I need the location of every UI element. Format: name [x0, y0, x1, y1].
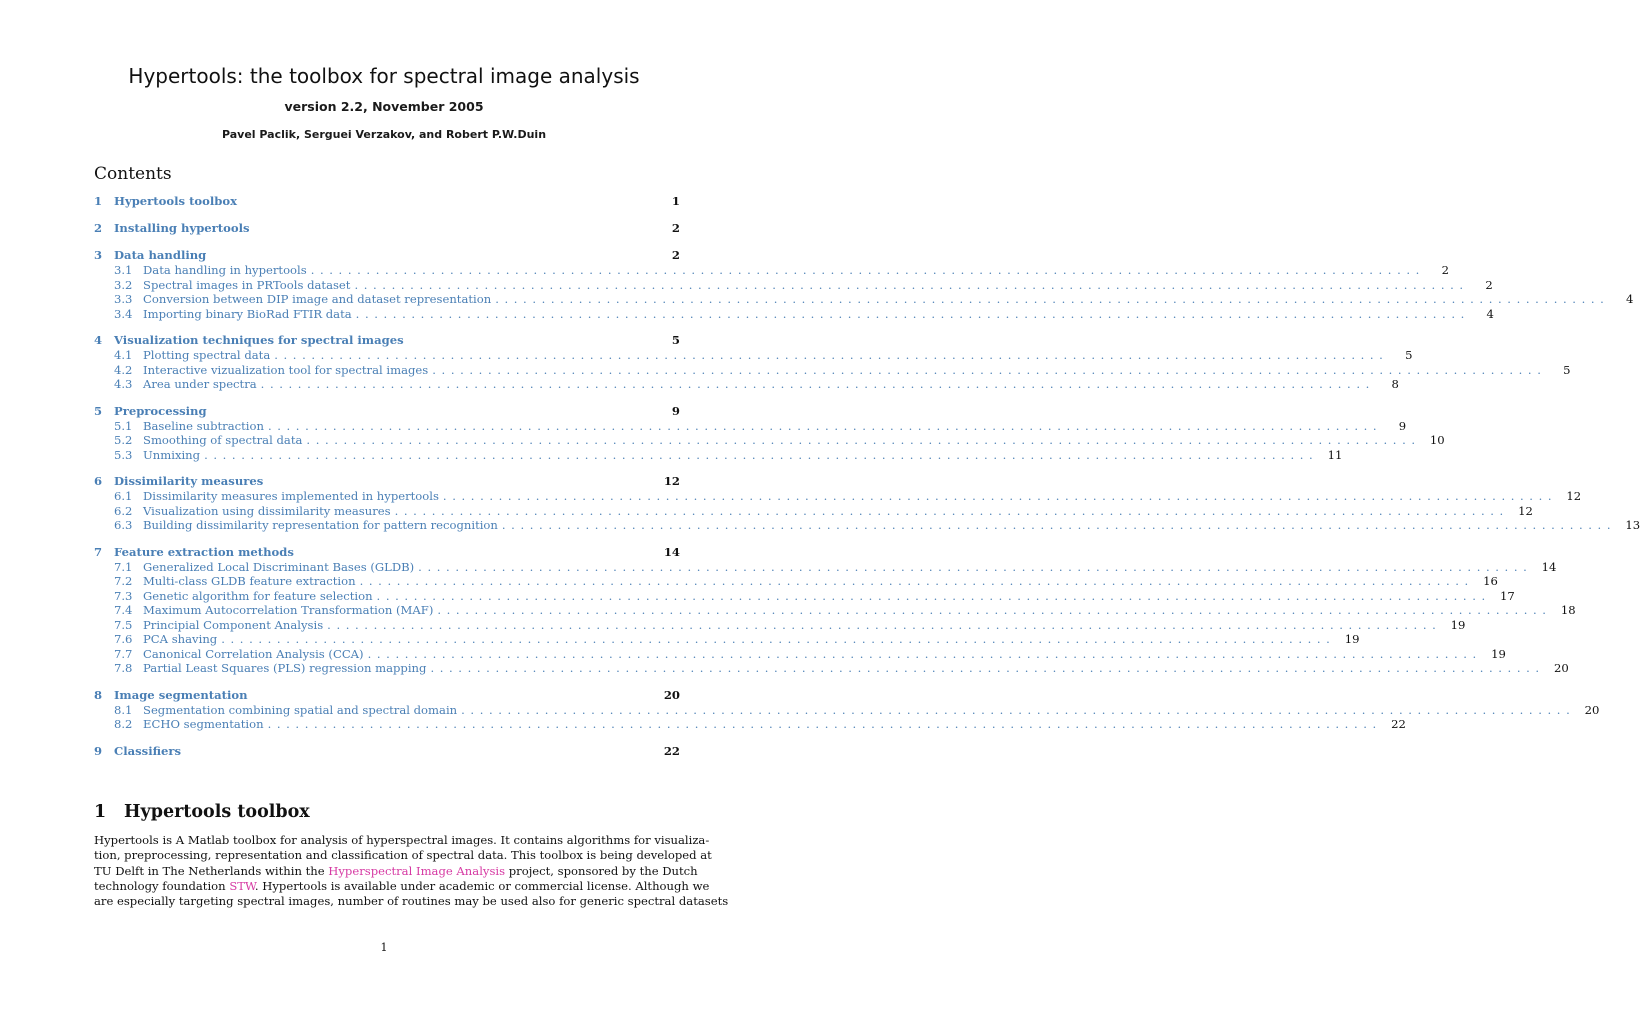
toc-subentry[interactable]	[94, 702, 1600, 718]
toc-section	[94, 687, 1600, 732]
toc-entry-number: 8	[94, 687, 103, 702]
toc-entry-number: 3	[94, 248, 103, 262]
toc-entry-number: 1	[94, 194, 103, 208]
toc-leader-dots: ........................................................................................................................	[204, 447, 1319, 462]
body-line	[94, 878, 710, 894]
body-line	[94, 848, 712, 863]
toc-subentry-number: 8.1	[114, 702, 133, 717]
toc-subentry-number: 8.2	[114, 717, 133, 731]
toc-subentry-label: Importing binary BioRad FTIR data	[143, 306, 352, 321]
toc-subentry-page: 22	[1391, 717, 1406, 731]
toc-subentry-label: Dissimilarity measures implemented in hypertools	[143, 489, 439, 503]
toc-subentry[interactable]	[94, 348, 1413, 363]
toc-entry[interactable]	[94, 473, 680, 489]
toc-subentry-number: 3.2	[114, 277, 133, 292]
body-text-segment: Hypertools is A Matlab toolbox for analysis of hyperspectral images. It contains algorithms for visualiza-	[94, 833, 710, 847]
toc-leader-dots: ........................................................................................................................	[260, 377, 1375, 391]
toc-subentry-label: Area under spectra	[143, 377, 257, 391]
toc-subentry-page: 19	[1344, 632, 1360, 646]
toc-section	[94, 193, 680, 209]
toc-subentry-number: 7.1	[114, 559, 133, 574]
toc-subentry-page: 13	[1625, 518, 1640, 532]
toc-subentry[interactable]	[94, 292, 1634, 307]
toc-subentry[interactable]	[94, 646, 1506, 662]
toc-subentry[interactable]	[94, 717, 1406, 732]
toc-leader-dots: ........................................................................................................................	[442, 489, 1558, 503]
toc-entry-page: 20	[663, 687, 680, 702]
page-number: 1	[380, 941, 388, 954]
toc-leader-dots: ........................................................................................................................	[432, 362, 1547, 377]
toc-subentry-number: 5.3	[114, 447, 133, 462]
toc-leader-dots: ........................................................................................................................	[394, 503, 1509, 518]
toc-subentry[interactable]	[94, 603, 1576, 618]
toc-subentry-number: 7.3	[114, 588, 133, 603]
toc-entry-page: 1	[671, 194, 680, 208]
toc-section	[94, 743, 680, 759]
toc-section	[94, 544, 1576, 676]
toc-subentry-label: Maximum Autocorrelation Transformation (MAF)	[143, 603, 434, 617]
section-body	[94, 833, 729, 909]
toc-entry-number: 2	[94, 221, 103, 235]
document-version: version 2.2, November 2005	[284, 99, 484, 114]
toc-subentry[interactable]	[94, 632, 1360, 647]
toc-subentry-label: Data handling in hypertools	[143, 263, 307, 277]
toc-entry-number: 4	[94, 333, 103, 347]
toc-subentry-number: 5.1	[114, 418, 133, 433]
toc-subentry-number: 7.8	[114, 661, 133, 675]
toc-subentry-number: 3.3	[114, 292, 133, 306]
toc-leader-dots: ........................................................................................................................	[310, 263, 1425, 277]
toc-entry-page: 2	[671, 248, 680, 262]
toc-entry[interactable]	[94, 193, 680, 209]
toc-subentry[interactable]	[94, 418, 1407, 434]
toc-subentry-page: 20	[1553, 661, 1569, 675]
toc-subentry-label: Genetic algorithm for feature selection	[143, 588, 373, 603]
section-title: Hypertools toolbox	[124, 802, 310, 822]
toc-entry-label: Installing hypertools	[114, 221, 250, 235]
toc-leader-dots: ........................................................................................................................	[461, 702, 1576, 717]
toc-subentry-number: 4.3	[114, 377, 133, 391]
toc-leader-dots: ........................................................................................................................	[274, 348, 1389, 362]
toc-subentry-page: 18	[1560, 603, 1576, 617]
section-heading	[94, 802, 310, 822]
body-line	[94, 863, 698, 879]
toc-entry[interactable]	[94, 743, 680, 759]
toc-subentry-page: 19	[1450, 617, 1466, 632]
toc-subentry[interactable]	[94, 377, 1399, 392]
toc-entry-number: 7	[94, 544, 103, 559]
table-of-contents	[94, 193, 1640, 770]
toc-subentry-label: Segmentation combining spatial and spectral domain	[143, 702, 458, 717]
toc-subentry[interactable]	[94, 574, 1498, 589]
toc-entry[interactable]	[94, 403, 680, 419]
toc-leader-dots: ........................................................................................................................	[437, 603, 1552, 617]
document-authors: Pavel Paclik, Serguei Verzakov, and Robert P.W.Duin	[221, 128, 547, 141]
toc-subentry-page: 10	[1429, 433, 1445, 447]
toc-subentry-label: Canonical Correlation Analysis (CCA)	[143, 646, 364, 661]
toc-subentry-number: 6.2	[114, 503, 133, 518]
toc-subentry-page: 12	[1518, 503, 1533, 518]
body-line	[94, 894, 729, 909]
toc-subentry[interactable]	[94, 306, 1494, 322]
toc-entry-page: 9	[671, 403, 680, 418]
toc-subentry-label: PCA shaving	[143, 632, 218, 646]
toc-subentry[interactable]	[94, 447, 1343, 463]
toc-leader-dots: ........................................................................................................................	[376, 588, 1491, 603]
toc-entry-label: Visualization techniques for spectral images	[114, 333, 404, 347]
toc-entry-label: Data handling	[114, 248, 207, 262]
toc-section	[94, 247, 1634, 321]
body-text-segment: tion, preprocessing, representation and classification of spectral data. This toolbox is being developed at	[94, 848, 712, 863]
toc-subentry-number: 7.7	[114, 646, 133, 661]
toc-subentry-label: Principial Component Analysis	[143, 617, 324, 632]
section-number: 1	[94, 802, 107, 822]
toc-subentry[interactable]	[94, 518, 1640, 533]
toc-subentry-number: 7.6	[114, 632, 133, 646]
toc-subentry-label: Visualization using dissimilarity measures	[143, 503, 391, 518]
toc-section	[94, 220, 680, 236]
toc-leader-dots: ........................................................................................................................	[501, 518, 1617, 532]
toc-leader-dots: ........................................................................................................................	[354, 277, 1469, 292]
toc-subentry-page: 4	[1486, 306, 1494, 321]
toc-entry-label: Preprocessing	[114, 403, 207, 418]
toc-subentry-number: 6.3	[114, 518, 133, 532]
toc-subentry-page: 17	[1500, 588, 1515, 603]
toc-subentry-label: Baseline subtraction	[143, 418, 264, 433]
toc-leader-dots: ........................................................................................................................	[367, 646, 1482, 661]
toc-leader-dots: ........................................................................................................................	[267, 717, 1382, 731]
toc-subentry[interactable]	[94, 503, 1533, 519]
toc-leader-dots: ........................................................................................................................	[221, 632, 1336, 646]
toc-subentry-label: Spectral images in PRTools dataset	[143, 277, 351, 292]
body-text-segment: are especially targeting spectral images, number of routines may be used also for generic spectral datasets	[94, 894, 729, 909]
toc-section	[94, 473, 1640, 533]
toc-entry[interactable]	[94, 332, 680, 348]
toc-subentry-number: 7.4	[114, 603, 133, 617]
toc-subentry[interactable]	[94, 661, 1569, 676]
toc-subentry-page: 5	[1405, 348, 1413, 362]
toc-entry[interactable]	[94, 544, 680, 560]
toc-entry-page: 2	[671, 221, 680, 235]
toc-subentry-page: 5	[1563, 362, 1571, 377]
toc-subentry-label: Building dissimilarity representation for pattern recognition	[143, 518, 498, 532]
toc-entry-label: Hypertools toolbox	[114, 194, 238, 208]
toc-leader-dots: ........................................................................................................................	[327, 617, 1442, 632]
hyperlink[interactable]: STW	[229, 878, 255, 893]
toc-subentry-number: 3.1	[114, 263, 133, 277]
toc-subentry-page: 14	[1541, 559, 1557, 574]
toc-subentry-page: 8	[1391, 377, 1399, 391]
toc-subentry-label: Generalized Local Discriminant Bases (GLDB)	[143, 559, 415, 574]
document-title: Hypertools: the toolbox for spectral image analysis	[128, 64, 640, 88]
toc-entry[interactable]	[94, 247, 680, 263]
toc-subentry-page: 19	[1491, 646, 1506, 661]
body-text-segment: . Hypertools is available under academic or commercial license. Although we	[254, 878, 710, 893]
toc-subentry[interactable]	[94, 277, 1493, 293]
toc-subentry-page: 9	[1398, 418, 1407, 433]
toc-subentry[interactable]	[94, 588, 1515, 604]
body-text-segment: technology foundation	[94, 878, 230, 893]
toc-subentry-number: 6.1	[114, 489, 133, 503]
toc-subentry[interactable]	[94, 559, 1557, 575]
toc-subentry-page: 12	[1566, 489, 1582, 503]
toc-subentry-number: 4.1	[114, 348, 133, 362]
toc-section	[94, 403, 1445, 463]
toc-section	[94, 332, 1571, 392]
toc-entry-page: 12	[663, 474, 680, 488]
toc-leader-dots: ........................................................................................................................	[267, 418, 1383, 433]
toc-subentry[interactable]	[94, 617, 1466, 633]
toc-leader-dots: ........................................................................................................................	[355, 306, 1470, 321]
toc-entry-number: 9	[94, 743, 103, 758]
toc-subentry[interactable]	[94, 489, 1582, 504]
toc-entry-page: 14	[663, 544, 680, 559]
toc-subentry-page: 2	[1441, 263, 1449, 277]
toc-leader-dots: ........................................................................................................................	[495, 292, 1610, 306]
toc-subentry-number: 4.2	[114, 362, 133, 377]
body-text-segment: project, sponsored by the Dutch	[505, 863, 698, 878]
toc-subentry-page: 20	[1584, 702, 1600, 717]
toc-entry-label: Classifiers	[114, 743, 182, 758]
toc-leader-dots: ........................................................................................................................	[430, 661, 1545, 675]
toc-leader-dots: ........................................................................................................................	[306, 433, 1421, 447]
toc-subentry-label: Plotting spectral data	[143, 348, 271, 362]
toc-entry-number: 6	[94, 474, 103, 488]
toc-subentry-label: Conversion between DIP image and dataset representation	[143, 292, 492, 306]
toc-subentry[interactable]	[94, 263, 1449, 278]
toc-entry-label: Image segmentation	[114, 687, 248, 702]
toc-subentry-label: Partial Least Squares (PLS) regression mapping	[143, 661, 427, 675]
toc-subentry-number: 7.2	[114, 574, 133, 588]
toc-subentry[interactable]	[94, 433, 1445, 448]
toc-subentry-page: 11	[1327, 447, 1343, 462]
toc-subentry-number: 3.4	[114, 306, 133, 321]
toc-entry-page: 5	[671, 333, 680, 347]
toc-subentry-label: Smoothing of spectral data	[143, 433, 303, 447]
contents-heading: Contents	[94, 164, 172, 184]
toc-entry-page: 22	[663, 743, 680, 758]
toc-subentry-number: 5.2	[114, 433, 133, 447]
toc-subentry-page: 2	[1485, 277, 1493, 292]
toc-leader-dots: ........................................................................................................................	[359, 574, 1474, 588]
toc-subentry-label: Unmixing	[143, 447, 201, 462]
toc-entry[interactable]	[94, 687, 680, 703]
toc-subentry-label: ECHO segmentation	[143, 717, 264, 731]
toc-entry-label: Feature extraction methods	[114, 544, 294, 559]
toc-entry[interactable]	[94, 220, 680, 236]
toc-subentry-page: 16	[1483, 574, 1498, 588]
toc-subentry-label: Interactive vizualization tool for spectral images	[143, 362, 429, 377]
toc-subentry-label: Multi-class GLDB feature extraction	[143, 574, 356, 588]
toc-entry-number: 5	[94, 403, 103, 418]
toc-subentry-number: 7.5	[114, 617, 133, 632]
body-text-segment: TU Delft in The Netherlands within the	[94, 863, 329, 878]
body-line	[94, 833, 710, 848]
toc-subentry-page: 4	[1626, 292, 1634, 306]
toc-entry-label: Dissimilarity measures	[114, 474, 264, 488]
hyperlink[interactable]: Hyperspectral Image Analysis	[328, 863, 506, 878]
toc-leader-dots: ........................................................................................................................	[418, 559, 1533, 574]
toc-subentry[interactable]	[94, 362, 1571, 378]
